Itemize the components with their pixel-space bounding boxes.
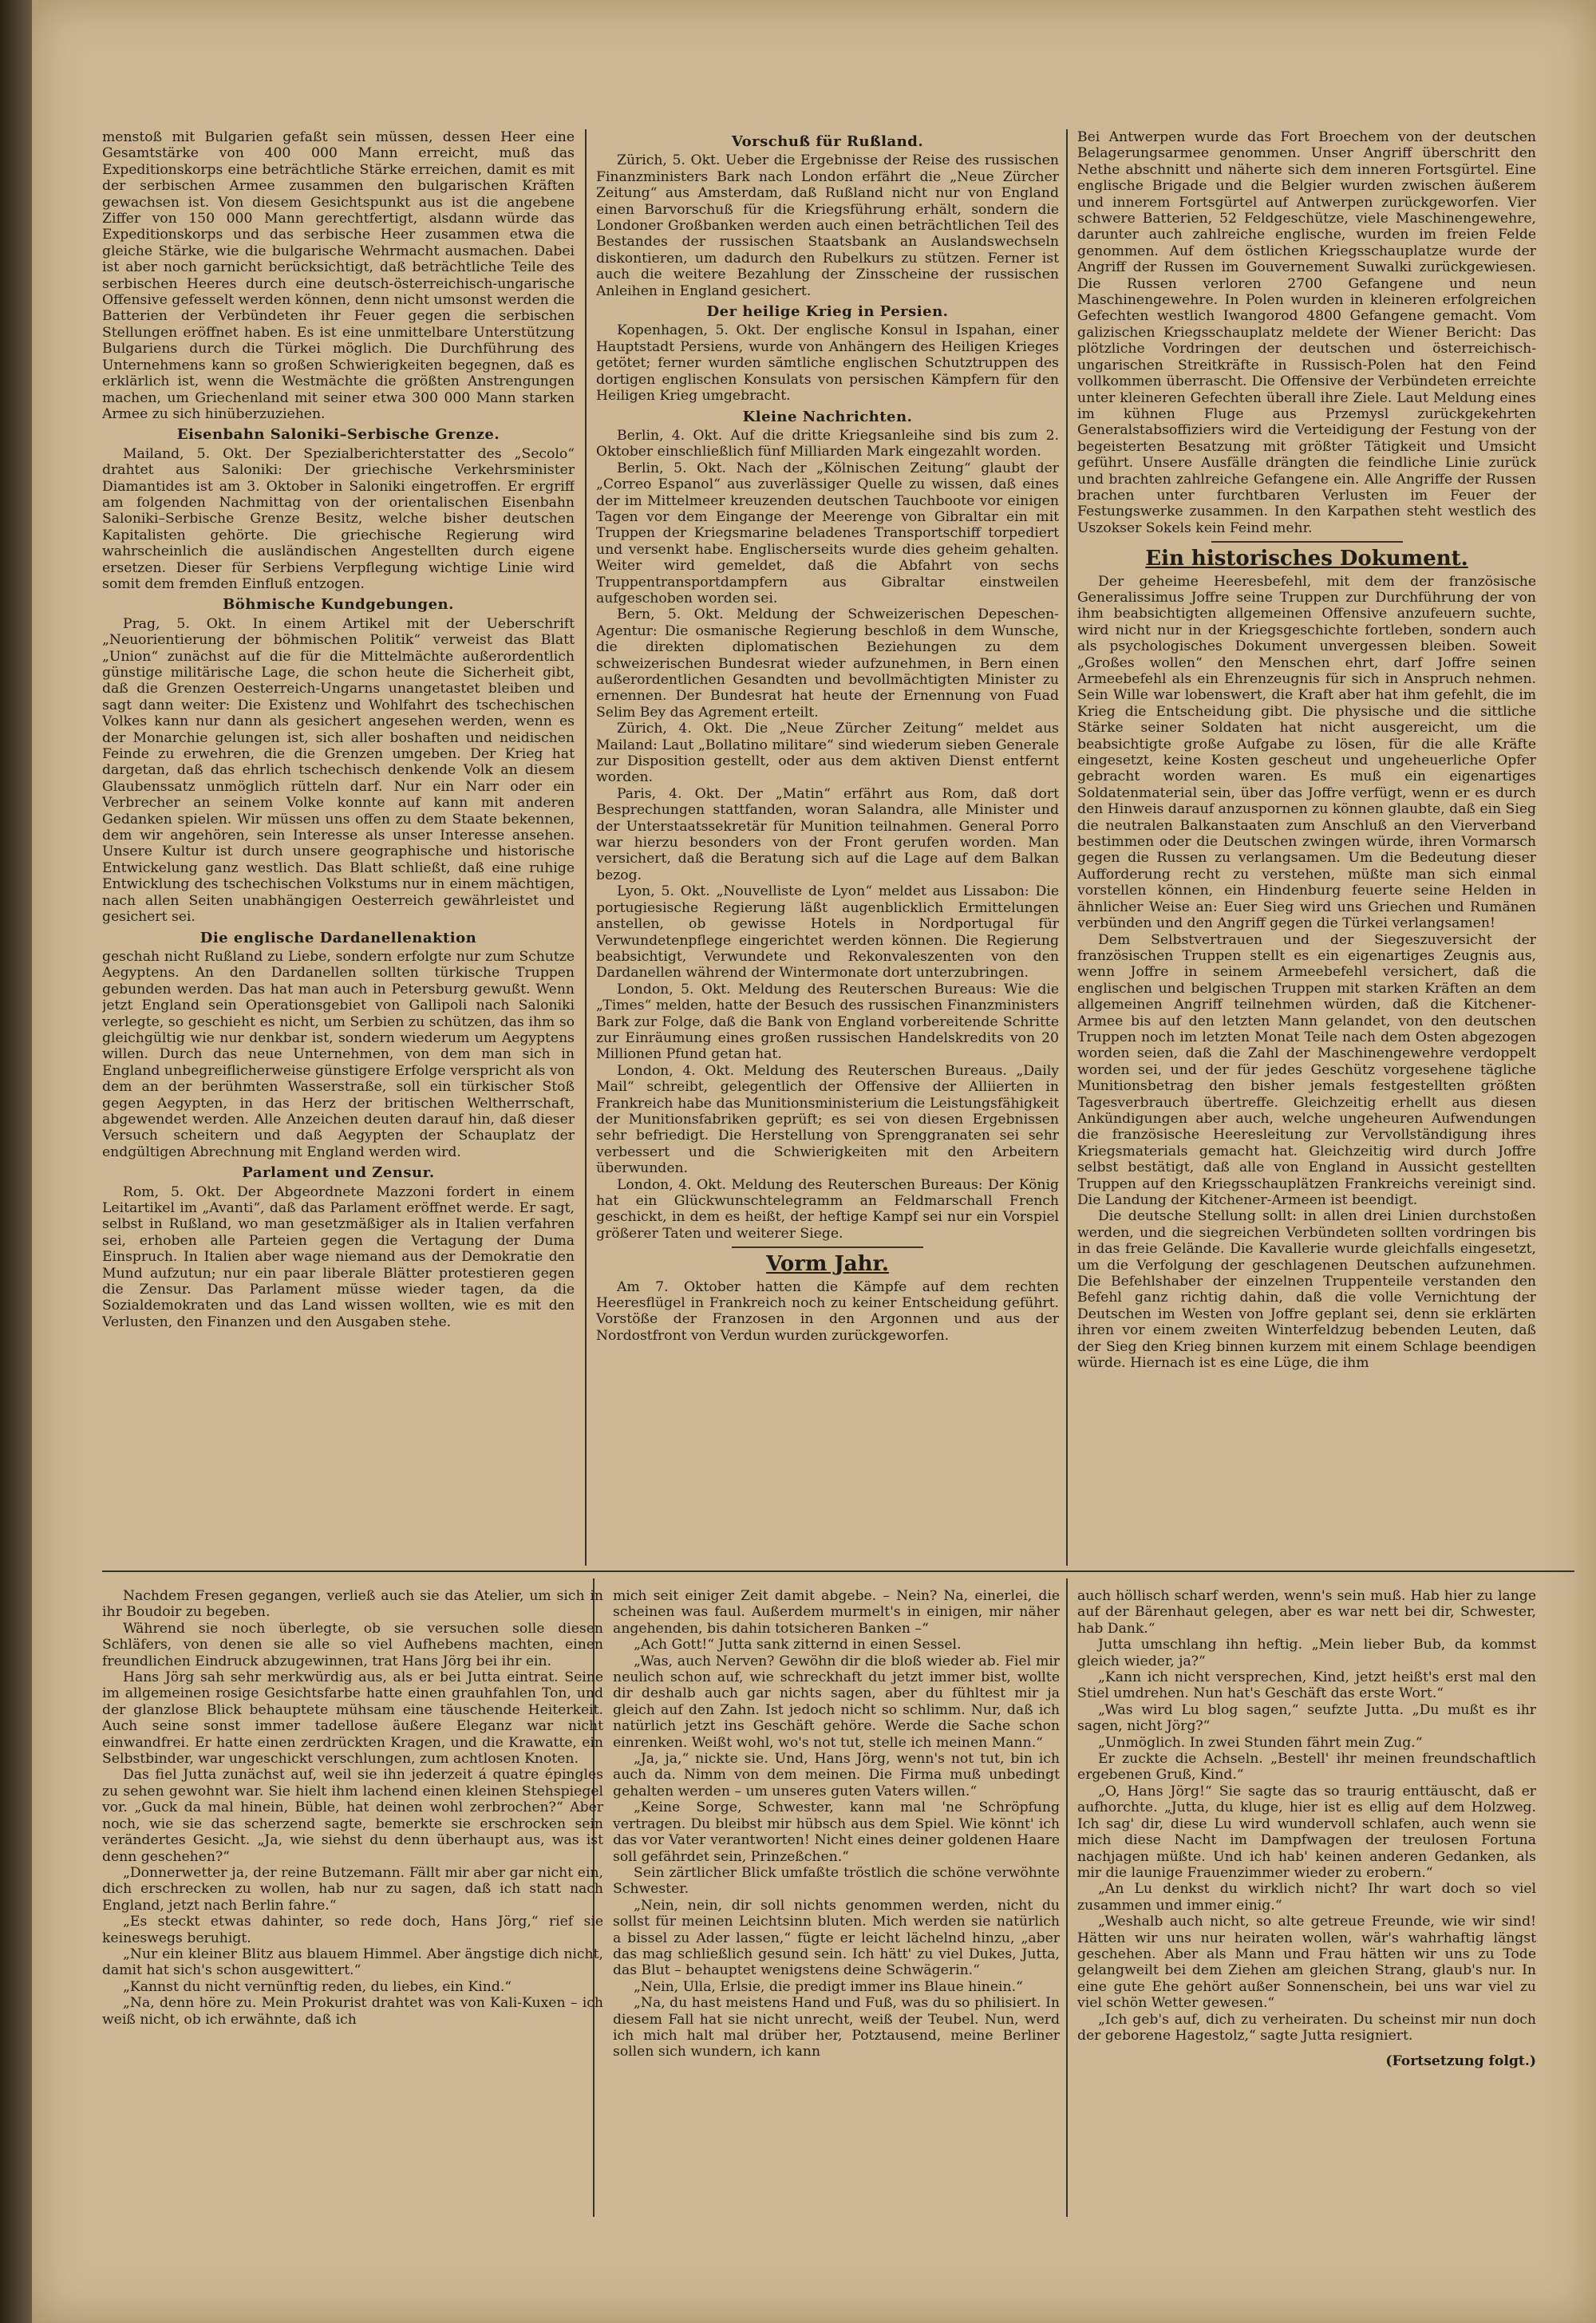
article-heading: Parlament und Zensur. [242,1164,435,1182]
section-heading: Vorm Jahr. [766,1252,889,1277]
article-heading: Eisenbahn Saloniki–Serbische Grenze. [176,426,500,444]
story-paragraph: Er zuckte die Achseln. „Bestell' ihr meinen freundschaftlich ergebenen Gruß, Kind.“ [1077,1751,1536,1784]
story-paragraph: „Was wird Lu blog sagen,“ seufzte Jutta. „Du mußt es ihr sagen, nicht Jörg?“ [1077,1701,1536,1735]
article-paragraph: Zürich, 5. Okt. Ueber die Ergebnisse der Reise des russischen Finanzministers Bark nach London erfährt die „Neue Zürcher Zeitung“ aus Amsterdam, daß Rußland nicht nur von England einen Barvorschuß für die Kriegsführung erhält, sondern die Londoner Großbanken werden auch einen beträchtlichen Teil des Bestandes der russischen Staatsbank an Auslandswechseln diskontieren, um dadurch den Rubelkurs zu stützen. Ferner ist auch die weitere Bezahlung der Zinsscheine der russischen Anleihen in England gesichert. [596,152,1059,299]
story-paragraph: „Ach Gott!“ Jutta sank zitternd in einen Sessel. [634,1637,962,1653]
article-heading: Der heilige Krieg in Persien. [706,303,949,321]
story-paragraph: „O, Hans Jörg!“ Sie sagte das so traurig enttäuscht, daß er aufhorchte. „Jutta, du kluge, hier ist es ellig auf dem Holzweg. Ich sag' dir, diese Lu wird wundervoll schlafen, auch wenn sie mich diese Nacht im Dampfwagen der treulosen Fortuna nachjagen müßte. Und ich hab' keinen anderen Gedanken, als mir die launige Frauenzimmer wieder zu erobern.“ [1077,1783,1536,1881]
story-paragraph: „Ja, ja,“ nickte sie. Und, Hans Jörg, wenn's not tut, bin ich auch da. Nimm von dem meinen. Die Firma muß unbedingt gehalten werden – um unseres guten Vaters willen.“ [613,1751,1060,1800]
news-item: London, 4. Okt. Meldung des Reuterschen Bureaus: Der König hat ein Glückwunschtelegramm an Feldmarschall French geschickt, in dem es heißt, der heftige Kampf sei nur ein Vorspiel größerer Taten und weiterer Siege. [596,1176,1059,1242]
story-paragraph: Hans Jörg sah sehr merkwürdig aus, als er bei Jutta eintrat. Seine im allgemeinen rosige Gesichtsfarbe hatte einen grauhfahlen Ton, und der glanzlose Blick behauptete mühsam eine täuschende Heiterkeit. Auch seine sonst immer tadellose äußere Eleganz war nicht einwandfrei. Er hatte einen zerdrückten Kragen, und die Krawatte, ein Selbstbinder, war ungeschickt verschlungen, zum achtlosen Knoten. [102,1669,603,1768]
news-column-1 [102,129,575,1562]
story-paragraph: Das fiel Jutta zunächst auf, weil sie ihn jederzeit á quatre épingles zu sehen gewohnt war. Sie hielt ihm lachend einen kleinen Stehspiegel vor. „Guck da mal hinein, Büble, hat deinen wohl zerbrochen?“ Aber noch, wie sie das scherzend sagte, bemerkte sie erschrocken sein verändertes Gesicht. „Ja, wie siehst du denn überhaupt aus, was ist denn geschehen?“ [102,1767,603,1865]
article-paragraph: Der geheime Heeresbefehl, mit dem der französische Generalissimus Joffre seine Truppen zur Durchführung der von ihm beabsichtigten allgemeinen Offensive anzufeuern suchte, wird nicht nur in der Kriegsgeschichte fortleben, sondern auch als psychologisches Dokument unvergessen bleiben. Soweit „Großes wollen“ den Menschen ehrt, darf Joffre seinen Armeebefehl als ein Ehrenzeugnis für sich in Anspruch nehmen. Sein Wille war lobenswert, die Kraft aber hat ihm gefehlt, die im Krieg die Entscheidung gibt. Die physische und die sittliche Stärke seiner Soldaten hat nicht ausgereicht, um die beabsichtigte große Aufgabe zu lösen, für die alle Kräfte eingesetzt, keine Kosten gescheut und ungeheuerliche Opfer gebracht worden waren. Es muß ein eigenartiges Soldatenmaterial sein, über das Joffre verfügt, wenn er es durch den Hinweis darauf anzuspornen zu können glaubte, daß ein Sieg die neutralen Balkanstaaten zum Anschluß an den Vierverband bestimmen oder die Deutschen zwingen würde, ihren Vormarsch gegen die Russen zu verlangsamen. Um die Bedeutung dieser Aufforderung recht zu verstehen, müßte man sich einmal vorstellen können, ein Hindenburg feuerte seine Helden in ähnlicher Weise an: Euer Sieg wird uns Griechen und Rumänen verbünden und den Angriff gegen die Türkei verlangsamen! [1077,573,1536,932]
story-paragraph: Während sie noch überlegte, ob sie versuchen solle diesen Schläfers, von denen sie alle so viel Aufhebens machten, einen freundlichen Eindruck abzugewinnen, trat Hans Jörg bei ihr ein. [102,1620,603,1669]
story-paragraph: „Nein, nein, dir soll nichts genommen werden, nicht du sollst für meinen Leichtsinn bluten. Mich werden sie natürlich a bissel zu Ader lassen,“ fügte er leicht lächelnd hinzu, „aber das mag schließlich gesund sein. Ich hätt' zu viel Dukes, Jutta, das Blut – behauptet wenigstens deine Schwägerin.“ [613,1897,1060,1979]
article-paragraph: Prag, 5. Okt. In einem Artikel mit der Ueberschrift „Neuorientierung der böhmischen Politik“ verweist das Blatt „Union“ zunächst auf die für die Mittelmächte außerordentlich günstige militärische Lage, die schon heute die Sicherheit gibt, daß die Grenzen Oesterreich-Ungarns unangetastet bleiben und sagt dann weiter: Die Existenz und Wohlfahrt des tschechischen Volkes kann nur dann als gesichert angesehen werden, wenn es der Monarchie gelungen ist, sich aller boshaften und neidischen Feinde zu erwehren, die die Grenzen umgeben. Der Krieg hat dargetan, daß das ehrlich tschechisch denkende Volk an diesem Glaubenssatz unmöglich rütteln darf. Nur ein Narr oder ein Verbrecher an seinem Volke konnte auf kann mit anderen Gedanken spielen. Wir müssen uns offen zu dem Staate bekennen, dem wir angehören, sein Interesse als unser Interesse ansehen. Unsere Kultur ist durch unsere geographische und historische Entwickelung ganz westlich. Das Blatt schließt, daß eine ruhige Entwicklung des tschechischen Volkstums nur in einem mächtigen, nach allen Seiten unabhängigen Oesterreich gewährleistet und gesichert sei. [102,615,575,926]
column-rule [1066,1578,1068,2217]
news-column-3 [1077,129,1536,1562]
story-paragraph: Nachdem Fresen gegangen, verließ auch sie das Atelier, um sich in ihr Boudoir zu begeben. [102,1588,603,1621]
story-paragraph: „Weshalb auch nicht, so alte getreue Freunde, wie wir sind! Hätten wir uns nur heiraten wollen, wär's wahrhaftig längst geschehen. Aber als Mann und Frau hätten wir uns zu Tode gelangweilt bei dem Ziehen am gleichen Strang, glaub's nur. In eine gute Ehe gehört außer Sonnenschein, bei uns war viel zu viel schön Wetter gewesen.“ [1077,1914,1536,2012]
story-paragraph: auch höllisch scharf werden, wenn's sein muß. Hab hier zu lange auf der Bärenhaut gelegen, aber es war nett bei dir, Schwester, hab Dank.“ [1077,1588,1536,1637]
article-heading: Vorschuß für Rußland. [731,133,924,150]
article-heading: Böhmische Kundgebungen. [223,596,454,614]
story-paragraph: „Es steckt etwas dahinter, so rede doch, Hans Jörg,“ rief sie keineswegs beruhigt. [102,1914,603,1946]
story-paragraph: „Keine Sorge, Schwester, kann mal 'ne Schröpfung vertragen. Du bleibst mir hübsch aus dem Spiel. Wie könnt' ich das vor Vater verantworten! Nicht eines deiner goldenen Haare soll gefährdet sein, Prinzeßchen.“ [613,1800,1060,1865]
story-paragraph: „Kannst du nicht vernünftig reden, du liebes, ein Kind.“ [123,1978,512,1995]
story-paragraph: „Was, auch Nerven? Gewöhn dir die bloß wieder ab. Fiel mir neulich schon auf, wie schreckhaft du jetzt immer bist, wollte dir deshalb auch gar nichts sagen, aber du fühltest mir ja gleich auf den Zahn. Ist jedoch nicht so schlimm. Nur, daß ich natürlich jetzt ins Geschäft gehöre. Werde die Sache schon einrenken. Weißt wohl, wo's not tut, stelle ich meinen Mann.“ [613,1653,1060,1751]
article-paragraph: Bei Antwerpen wurde das Fort Broechem von der deutschen Belagerungsarmee genommen. Unser Angriff überschritt den Nethe abschnitt und näherte sich dem inneren Fortsgürtel. Eine englische Brigade und die Belgier wurden zwischen äußerem und innerem Fortsgürtel auf Antwerpen zurückgeworfen. Vier schwere Batterien, 52 Feldgeschütze, viele Maschinengewehre, darunter auch zahlreiche englische, wurden im freien Felde genommen. Auf dem östlichen Kriegsschauplatze wurde der Angriff der Russen im Gouvernement Suwalki zurückgewiesen. Die Russen verloren 2700 Gefangene und neun Maschinengewehre. In Polen wurden in kleineren erfolgreichen Gefechten westlich Iwangorod 4800 Gefangene gemacht. Vom galizischen Kriegsschauplatz meldete der Wiener Bericht: Das plötzliche Vordringen der deutschen und österreichisch-ungarischen Streitkräfte in Russisch-Polen hat den Feind vollkommen überrascht. Die Offensive der Verbündeten erreichte unter kleineren Gefechten überall ihre Ziele. Laut Meldung eines im kühnen Fluge aus Przemysl zurückgekehrten Generalstabsoffiziers wird die Verteidigung der Festung von der begeisterten Besatzung mit größter Tätigkeit und Umsicht geführt. Unsere Ausfälle drängten die feindliche Linie zurück und brachten zahlreiche Gefangene ein. Alle Angriffe der Russen brachen unter furchtbaren Verlusten im Feuer der Festungswerke zusammen. In den Karpathen steht westlich des Uszokser Sokels kein Feind mehr. [1077,129,1536,536]
column-rule [585,129,587,1566]
article-paragraph: Die deutsche Stellung sollt: in allen drei Linien durchstoßen werden, und die siegreichen Verbündeten sollten vordringen bis in das freie Gelände. Die Kavallerie wurde gleichfalls eingesetzt, um die Verfolgung der geschlagenen Deutschen aufzunehmen. Die Befehlshaber der einzelnen Truppenteile verstanden den Befehl ganz richtig dahin, daß die volle Vernichtung der Deutschen im Westen von Joffre geplant sei, denn sie erklärten ihren vor einem zweiten Winterfeldzug bebenden Leuten, daß der Sieg den Krieg binnen kurzem mit einem Schlage beendigen würde. Hiernach ist es eine Lüge, die ihm [1077,1208,1536,1372]
news-item: Berlin, 5. Okt. Nach der „Kölnischen Zeitung“ glaubt der „Correo Espanol“ aus zuverlässiger Quelle zu wissen, daß eines der im Mittelmeer kreuzenden deutschen Tauchboote vor einigen Tagen vor dem Eingange der Meerenge von Gibraltar ein mit Truppen der Kriegsmarine beladenes Transportschiff torpediert und versenkt habe. Englischerseits wurde dies geheim gehalten. Weiter wird gemeldet, daß die Abfahrt von sechs Truppentransportdampfern aus Gibraltar einstweilen aufgeschoben worden sei. [596,460,1059,606]
story-paragraph: „Donnerwetter ja, der reine Butzemann. Fällt mir aber gar nicht ein, dich erschrecken zu wollen, hab nur zu sagen, daß ich statt nach England, jetzt nach Berlin fahre.“ [102,1864,603,1914]
book-spine [0,0,32,2323]
feuilleton-rule [102,1570,1574,1572]
article-paragraph: menstoß mit Bulgarien gefaßt sein müssen, dessen Heer eine Gesamtstärke von 400 000 Mann erreicht, muß das Expeditionskorps eine beträchtliche Stärke erreichen, damit es mit der serbischen Armee zusammen den bulgarischen Kräften gewachsen ist. Von diesem Gesichtspunkt aus ist die angebene Ziffer von 150 000 Mann gerechtfertigt, alsdann würde das Expeditionskorps und das serbische Heer zusammen etwa die gleiche Stärke, wie die bulgarische Wehrmacht ausmachen. Dabei ist aber noch garnicht berücksichtigt, daß beträchtliche Teile des serbischen Heeres durch eine deutsch-österreichisch-ungarische Offensive gefesselt werden können, denn nicht umsonst werden die Batterien der Verbündeten ihr Feuer gegen die serbischen Stellungen eröffnet haben. Es ist eine unmittelbare Unterstützung Bulgariens durch die Türkei möglich. Die Durchführung des Unternehmens kann so großen Schwierigkeiten begegnen, daß es erklärlich ist, wenn die Westmächte die größten Anstrengungen machen, um Griechenland mit seiner etwa 300 000 Mann starken Armee zu sich hinüberzuziehen. [102,129,575,422]
article-paragraph: Am 7. Oktober hatten die Kämpfe auf dem rechten Heeresflügel in Frankreich noch zu keiner Entscheidung geführt. Vorstöße der Franzosen in den Argonnen und aus der Nordostfront von Verdun wurden zurückgeworfen. [596,1278,1059,1344]
article-paragraph: Kopenhagen, 5. Okt. Der englische Konsul in Ispahan, einer Hauptstadt Persiens, wurde von Anhängern des Heiligen Krieges getötet; ferner wurden sämtliche englischen Schutztruppen des dortigen englischen Konsulats von persischen Kämpfern für den Heiligen Krieg umgebracht. [596,322,1059,405]
news-item: London, 4. Okt. Meldung des Reuterschen Bureaus. „Daily Mail“ schreibt, gelegentlich der Offensive der Alliierten in Frankreich habe das Munitionsministerium die Leistungsfähigkeit der Munitionsfabriken geprüft; es sei von diesen Ergebnissen sehr befriedigt. Die Herstellung von Sprenggranaten sei sehr verbessert und die Schwierigkeiten mit den Arbeitern überwunden. [596,1062,1059,1177]
story-paragraph: „Nur ein kleiner Blitz aus blauem Himmel. Aber ängstige dich nicht, damit hat sich's schon ausgewittert.“ [102,1946,603,1979]
story-paragraph: Jutta umschlang ihn heftig. „Mein lieber Bub, da kommst gleich wieder, ja?“ [1077,1637,1536,1669]
feuilleton-column-1 [102,1588,603,2226]
article-heading: Kleine Nachrichten. [742,408,913,425]
news-column-2 [596,129,1059,1562]
article-paragraph: Rom, 5. Okt. Der Abgeordnete Mazzoni fordert in einem Leitartikel im „Avanti“, daß das Parlament eröffnet werde. Er sagt, selbst in Rußland, wo man gesetzmäßiger als in Italien verfahren sei, erhoben alle Parteien gegen die Vertagung der Duma Einspruch. In Italien aber wage niemand aus der Demokratie den Mund aufzutun; nur ein paar liberale Blätter protestieren gegen die Zensur. Das Parlament müsse wieder tagen, da die Sozialdemokraten und das Land wissen wollten, wie es mit den Verlusten, den Finanzen und den Ausgaben stehe. [102,1183,575,1330]
section-heading: Ein historisches Dokument. [1145,547,1468,571]
news-item: Berlin, 4. Okt. Auf die dritte Kriegsanleihe sind bis zum 2. Oktober einschließlich fünf Milliarden Mark eingezahlt worden. [596,427,1059,460]
story-paragraph: „Na, denn höre zu. Mein Prokurist drahtet was von Kali-Kuxen – ich weiß nicht, ob ich erwähnte, daß ich [102,1995,603,2028]
article-heading: Die englische Dardanellenaktion [200,929,477,946]
feuilleton-column-3 [1077,1588,1536,2226]
news-item: Paris, 4. Okt. Der „Matin“ erfährt aus Rom, daß dort Besprechungen stattfanden, woran Salandra, alle Minister und der Unterstaatssekretär für Munition teilnahmen. General Porro war hierzu besonders von der Front gerufen worden. Man versichert, daß die Beratung sich auf die Lage auf dem Balkan bezog. [596,785,1059,883]
story-paragraph: „Nein, Ulla, Erlsie, die predigt immer ins Blaue hinein.“ [634,1978,1023,1995]
section-divider [1211,541,1403,543]
feuilleton-column-2 [613,1588,1060,2226]
news-item: Lyon, 5. Okt. „Nouvelliste de Lyon“ meldet aus Lissabon: Die portugiesische Regierung läßt augenblicklich Ermittelungen anstellen, ob gewisse Hotels in Nordportugal für Verwundetenpflege eingerichtet werden können. Die Regierung beabsichtigt, Verwundete und Rekonvaleszenten von den Dardanellen während der Wintermonate dort unterzubringen. [596,883,1059,982]
story-paragraph: Sein zärtlicher Blick umfaßte tröstlich die schöne verwöhnte Schwester. [613,1864,1060,1898]
story-paragraph: „Kann ich nicht versprechen, Kind, jetzt heißt's erst mal den Stiel umdrehen. Nun hat's Geschäft das erste Wort.“ [1077,1669,1536,1702]
article-paragraph: Mailand, 5. Okt. Der Spezialberichterstatter des „Secolo“ drahtet aus Saloniki: Der griechische Verkehrsminister Diamantides ist am 3. Oktober in Saloniki eingetroffen. Er ergriff am folgenden Nachmittag von der orientalischen Eisenbahn Saloniki–Serbische Grenze Besitz, welche bisher deutschen Kapitalisten gehörte. Die griechische Regierung wird wahrscheinlich die ausländischen Angestellten durch eigene ersetzen. Dieser für Serbiens Verpflegung wichtige Linie wird somit dem fremden Einfluß entzogen. [102,445,575,592]
article-paragraph: Dem Selbstvertrauen und der Siegeszuversicht der französischen Truppen stellt es ein eigenartiges Zeugnis aus, wenn Joffre in seinem Armeebefehl versichert, daß die englischen und belgischen Truppen mit starken Kräften an dem allgemeinen Angriff teilnehmen würden, daß die Kitchener-Armee bis auf den letzten Mann gelandet, von den deutschen Truppen noch im letzten Monat Teile nach dem Osten abgezogen worden seien, daß die Zahl der Maschinengewehre verdoppelt worden sei, und der für jedes Geschütz vorgesehene tägliche Munitionsbetrag den bisher jemals festgestellten größten Tagesverbrauch übertreffe. Gleichzeitig erhellt aus diesen Ankündigungen aber auch, welche ungeheuren Aufwendungen die französische Heeresleitung zur Vervollständigung ihres Kriegsmaterials gemacht hat. Gleichzeitig wird durch Joffre selbst bestätigt, daß alle von England in Aussicht gestellten Truppen auf den Kriegsschauplätzen Frankreichs vereinigt sind. Die Landung der Kitchener-Armeen ist beendigt. [1077,931,1536,1208]
continuation-note: (Fortsetzung folgt.) [1385,2053,1536,2070]
story-paragraph: „Na, du hast meistens Hand und Fuß, was du so philisiert. In diesem Fall hat sie nicht unrecht, weiß der Teubel. Nun, werd ich mich halt mal drüber her, Potztausend, meine Berliner sollen sich wundern, ich kann [613,1995,1060,2060]
news-item: Zürich, 4. Okt. Die „Neue Zürcher Zeitung“ meldet aus Mailand: Laut „Bollatino militare“ sind wiederum sieben Generale zur Disposition gestellt, oder aus dem aktiven Dienst entfernt worden. [596,721,1059,786]
section-divider [732,1246,923,1248]
story-paragraph: „An Lu denkst du wirklich nicht? Ihr wart doch so viel zusammen und immer einig.“ [1077,1881,1536,1914]
article-paragraph: geschah nicht Rußland zu Liebe, sondern erfolgte nur zum Schutze Aegyptens. An den Dardanellen sollten türkische Truppen gebunden werden. Das hat man auch in Petersburg gewußt. Wenn jetzt England sein Operationsgebiet von Gallipoli nach Saloniki verlegte, so geschieht es nicht, um Serbien zu schützen, das ihm so gleichgültig wie nur denkbar ist, sondern wiederum um Aegyptens willen. Durch das neue Unternehmen, von dem man sich in England unbegreiflicherweise günstigere Erfolge verspricht als von dem an der berühmten Wasserstraße, soll ein türkischer Stoß gegen Aegypten, in das Herz der britischen Weltherrschaft, abgewendet werden. Alle Anzeichen deuten darauf hin, daß dieser Versuch scheitern und daß Aegypten der Schauplatz der endgültigen Abrechnung mit England werden wird. [102,948,575,1160]
story-paragraph: „Ich geb's auf, dich zu verheiraten. Du scheinst mir nun doch der geborene Hagestolz,“ sagte Jutta resigniert. [1077,2011,1536,2044]
news-item: London, 5. Okt. Meldung des Reuterschen Bureaus: Wie die „Times“ melden, hatte der Besuch des russischen Finanzministers Bark zur Folge, daß die Bank von England vorbereitende Schritte zur Einräumung eines großen russischen Handelskredits von 20 Millionen Pfund getan hat. [596,981,1059,1063]
column-rule [1066,129,1068,1566]
story-paragraph: „Unmöglich. In zwei Stunden fährt mein Zug.“ [1098,1734,1423,1751]
news-item: Bern, 5. Okt. Meldung der Schweizerischen Depeschen-Agentur: Die osmanische Regierung beschloß in dem Wunsche, die direkten diplomatischen Beziehungen zu dem schweizerischen Bundesrat wieder aufzunehmen, in Bern einen außerordentlichen Gesandten und bevollmächtigten Minister zu ernennen. Der Bundesrat hat heute der Ernennung von Fuad Selim Bey das Agrement erteilt. [596,606,1059,721]
story-paragraph: mich seit einiger Zeit damit abgebe. – Nein? Na, einerlei, die scheinen was faul. Außerdem murmelt's in einigen, mir näher angehenden, bis dahin totsicheren Banken –“ [613,1588,1060,1637]
